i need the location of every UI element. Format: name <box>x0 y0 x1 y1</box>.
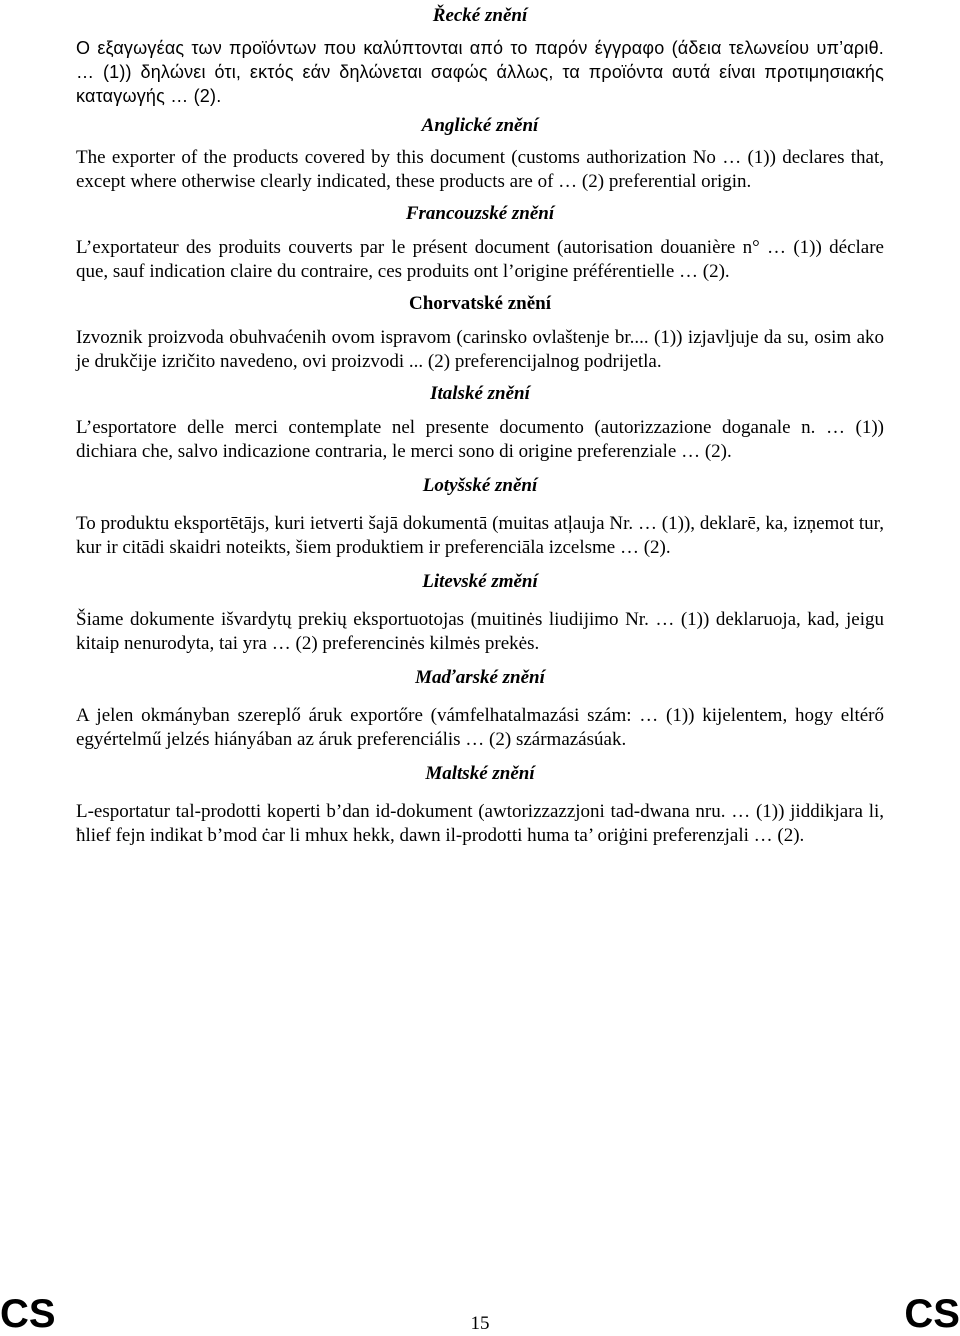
section-heading: Chorvatské znění <box>409 293 551 314</box>
section-heading: Anglické znění <box>421 115 539 136</box>
section-english <box>76 112 884 194</box>
section-french <box>76 200 884 284</box>
section-text: To produktu eksportētājs, kuri ietverti šajā dokumentā (muitas atļauja Nr. … (1)), deklarē, ka, izņemot tur, kur ir citādi skaidri noteikts, šiem produktiem ir preferenciāla izcelsme … (2). <box>76 513 884 558</box>
section-lithuanian <box>76 568 884 656</box>
section-text: Ο εξαγωγέας των προϊόντων που καλύπτονται από το παρόν έγγραφο (άδεια τελωνείου υπ’αριθ. … (1)) δηλώνει ότι, εκτός εάν δηλώνεται σαφώς άλλως, τα προϊόντα αυτά είναι προτιμησιακής καταγωγής … (2). <box>76 38 884 106</box>
section-text: Izvoznik proizvoda obuhvaćenih ovom ispravom (carinsko ovlaštenje br.... (1)) izjavljuje da su, osim ako je drukčije izričito navedeno, ovi proizvodi ... (2) preferencijalnog podrijetla. <box>76 327 884 372</box>
section-greek <box>76 0 884 108</box>
section-heading: Lotyšské znění <box>422 475 538 496</box>
section-heading: Francouzské znění <box>405 203 555 224</box>
footer-language-code-left: CS <box>0 1292 56 1336</box>
section-heading: Řecké znění <box>432 5 528 26</box>
section-heading: Litevské změní <box>422 571 538 592</box>
document-body <box>76 0 884 848</box>
section-croatian <box>76 290 884 374</box>
section-heading: Maltské znění <box>425 763 535 784</box>
section-heading: Maďarské znění <box>415 667 545 688</box>
page-number: 15 <box>470 1313 490 1334</box>
section-heading: Italské znění <box>430 383 530 404</box>
section-latvian <box>76 472 884 560</box>
section-text: L’esportatore delle merci contemplate nel presente documento (autorizzazione doganale n. … (1)) dichiara che, salvo indicazione contraria, le merci sono di origine preferenziale … (2). <box>76 417 884 462</box>
footer-language-code-right: CS <box>904 1292 960 1336</box>
section-italian <box>76 380 884 464</box>
section-text: L-esportatur tal-prodotti koperti b’dan id-dokument (awtorizzazzjoni tad-dwana nru. … (1)) jiddikjara li, ħlief fejn indikat b’mod ċar li mhux hekk, dawn il-prodotti huma ta’ oriġini preferenzjali … (2). <box>76 801 884 846</box>
section-hungarian <box>76 664 884 752</box>
section-maltese <box>76 760 884 848</box>
section-text: A jelen okmányban szereplő áruk exportőre (vámfelhatalmazási szám: … (1)) kijelentem, hogy eltérő egyértelmű jelzés hiányában az áruk preferenciális … (2) származásúak. <box>76 705 884 750</box>
section-text: Šiame dokumente išvardytų prekių eksportuotojas (muitinės liudijimo Nr. … (1)) deklaruoja, kad, jeigu kitaip nenurodyta, tai yra … (2) preferencinės kilmės prekės. <box>76 609 884 654</box>
section-text: The exporter of the products covered by this document (customs authorization No … (1)) declares that, except where otherwise clearly indicated, these products are of … (2) preferential origin. <box>76 147 884 192</box>
section-text: L’exportateur des produits couverts par le présent document (autorisation douanière n° … (1)) déclare que, sauf indication claire du contraire, ces produits ont l’origine préférentielle … (2). <box>76 237 884 282</box>
